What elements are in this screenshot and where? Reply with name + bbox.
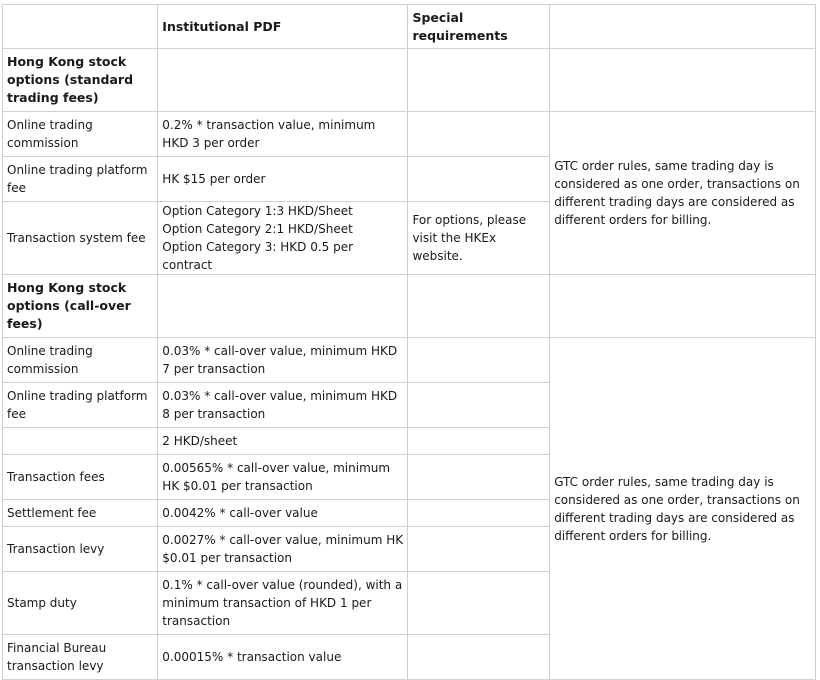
fee-value: 0.03% * call-over value, minimum HKD 8 per transaction xyxy=(158,383,408,428)
fee-item: Online trading platform fee xyxy=(3,157,158,202)
special-requirement xyxy=(408,572,550,635)
fee-item: Settlement fee xyxy=(3,500,158,527)
section-row-standard xyxy=(3,49,816,112)
fee-item xyxy=(3,428,158,455)
fee-value: 0.03% * call-over value, minimum HKD 7 per transaction xyxy=(158,338,408,383)
fee-value: 0.0042% * call-over value xyxy=(158,500,408,527)
fee-value: 0.00015% * transaction value xyxy=(158,635,408,680)
header-cell-special-requirements: Special requirements xyxy=(408,5,550,49)
header-cell-institutional-pdf: Institutional PDF xyxy=(158,5,408,49)
header-cell-notes xyxy=(550,5,816,49)
fee-item: Online trading commission xyxy=(3,338,158,383)
fee-item: Online trading platform fee xyxy=(3,383,158,428)
section-row-call-over xyxy=(3,275,816,338)
empty-cell xyxy=(550,49,816,112)
fee-value: HK $15 per order xyxy=(158,157,408,202)
fee-item: Transaction fees xyxy=(3,455,158,500)
gtc-note: GTC order rules, same trading day is considered as one order, transactions on different trading days are considered as different orders for billing. xyxy=(550,112,816,275)
fee-item: Transaction levy xyxy=(3,527,158,572)
header-cell-item xyxy=(3,5,158,49)
fee-item: Transaction system fee xyxy=(3,202,158,275)
fee-item: Financial Bureau transaction levy xyxy=(3,635,158,680)
fee-value: 0.00565% * call-over value, minimum HK $0.01 per transaction xyxy=(158,455,408,500)
fee-item: Online trading commission xyxy=(3,112,158,157)
fee-line: Option Category 2:1 HKD/Sheet xyxy=(162,222,353,236)
special-requirement xyxy=(408,112,550,157)
empty-cell xyxy=(158,275,408,338)
fee-value xyxy=(158,202,408,275)
special-requirement xyxy=(408,455,550,500)
fee-value: 0.1% * call-over value (rounded), with a minimum transaction of HKD 1 per transaction xyxy=(158,572,408,635)
fee-item: Stamp duty xyxy=(3,572,158,635)
special-requirement xyxy=(408,338,550,383)
special-requirement xyxy=(408,527,550,572)
fee-table xyxy=(2,4,816,680)
gtc-note: GTC order rules, same trading day is considered as one order, transactions on different trading days are considered as different orders for billing. xyxy=(550,338,816,680)
special-requirement: For options, please visit the HKEx website. xyxy=(408,202,550,275)
special-requirement xyxy=(408,428,550,455)
table-row xyxy=(3,112,816,157)
header-row xyxy=(3,5,816,49)
table-row xyxy=(3,338,816,383)
fee-value: 0.2% * transaction value, minimum HKD 3 per order xyxy=(158,112,408,157)
special-requirement xyxy=(408,157,550,202)
empty-cell xyxy=(550,275,816,338)
fee-value: 2 HKD/sheet xyxy=(158,428,408,455)
special-requirement xyxy=(408,635,550,680)
fee-line: Option Category 3: HKD 0.5 per contract xyxy=(162,240,354,272)
empty-cell xyxy=(408,49,550,112)
special-requirement xyxy=(408,500,550,527)
empty-cell xyxy=(158,49,408,112)
fee-line: Option Category 1:3 HKD/Sheet xyxy=(162,204,353,218)
special-requirement xyxy=(408,383,550,428)
section-title: Hong Kong stock options (call-over fees) xyxy=(3,275,158,338)
empty-cell xyxy=(408,275,550,338)
section-title: Hong Kong stock options (standard trading fees) xyxy=(3,49,158,112)
fee-value: 0.0027% * call-over value, minimum HK $0.01 per transaction xyxy=(158,527,408,572)
